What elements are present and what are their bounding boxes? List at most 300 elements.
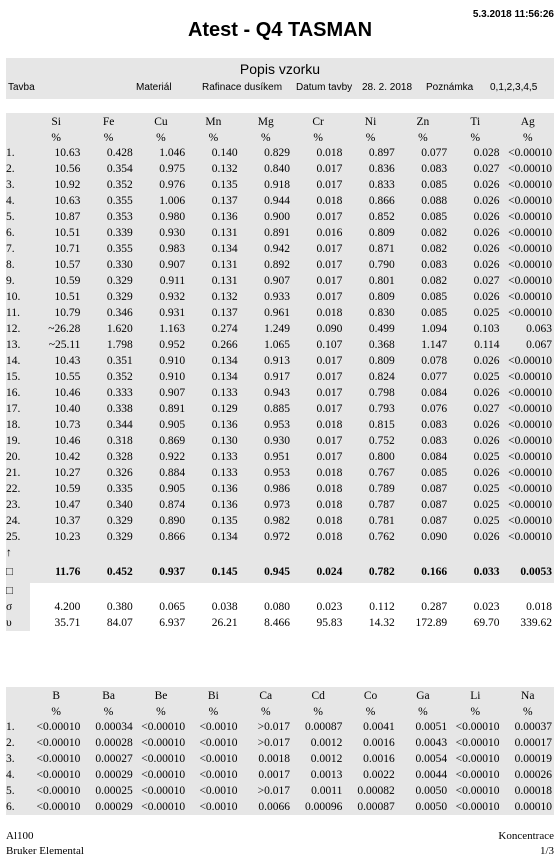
- value-cell: 0.133: [211, 451, 238, 463]
- value-cell: <0.00010: [455, 801, 500, 813]
- stat-cell: 84.07: [106, 617, 133, 629]
- value-cell: 0.932: [159, 291, 186, 303]
- value-cell: 0.922: [159, 451, 186, 463]
- value-cell: 0.136: [211, 211, 238, 223]
- row-label: 21.: [6, 467, 21, 479]
- stat-cell: 26.21: [211, 617, 238, 629]
- table-row: [6, 161, 554, 177]
- value-cell: 0.340: [106, 499, 133, 511]
- unit-header: %: [51, 706, 61, 718]
- table-row: [6, 369, 554, 385]
- value-cell: 0.0054: [415, 753, 448, 765]
- value-cell: <0.00010: [508, 275, 552, 287]
- element-header: Na: [521, 690, 535, 702]
- value-cell: 0.133: [211, 467, 238, 479]
- value-cell: 0.900: [264, 211, 290, 223]
- element-header: Ni: [364, 116, 377, 128]
- stat-cell: 172.89: [415, 617, 448, 629]
- value-cell: <0.00010: [508, 307, 552, 319]
- unit-header: %: [418, 132, 428, 144]
- value-cell: 0.917: [264, 371, 290, 383]
- stat-cell: 0.023: [316, 601, 343, 613]
- value-cell: 0.953: [264, 419, 290, 431]
- value-cell: 0.017: [316, 371, 343, 383]
- value-cell: <0.00010: [141, 753, 186, 765]
- value-cell: 0.829: [264, 147, 290, 159]
- value-cell: 10.56: [54, 163, 81, 175]
- value-cell: 0.025: [473, 451, 500, 463]
- value-cell: 0.346: [106, 307, 133, 319]
- value-cell: 0.028: [473, 147, 500, 159]
- value-cell: 0.134: [211, 371, 238, 383]
- value-cell: 0.136: [211, 483, 238, 495]
- value-cell: 0.0043: [415, 737, 448, 749]
- element-header: Cr: [312, 116, 324, 128]
- value-cell: 0.884: [159, 467, 186, 479]
- element-header: Mg: [257, 116, 274, 128]
- value-cell: 0.026: [473, 291, 500, 303]
- value-cell: 0.905: [159, 483, 186, 495]
- footer-company: Bruker Elemental: [6, 845, 84, 857]
- row-label: 16.: [6, 387, 21, 399]
- mean-label: □: [6, 566, 13, 578]
- value-cell: <0.00010: [508, 451, 552, 463]
- sample-info-title: Popis vzorku: [239, 61, 321, 77]
- value-cell: 0.976: [159, 179, 186, 191]
- value-cell: <0.00010: [508, 515, 552, 527]
- results-table-2: [6, 687, 554, 815]
- element-header: Bi: [207, 690, 219, 702]
- value-cell: 0.951: [264, 451, 290, 463]
- value-cell: 0.087: [421, 499, 448, 511]
- value-cell: 0.018: [316, 531, 343, 543]
- value-cell: 0.972: [264, 531, 290, 543]
- value-cell: 0.891: [264, 227, 290, 239]
- value-cell: 0.428: [106, 147, 133, 159]
- value-cell: 0.326: [106, 467, 133, 479]
- value-cell: 0.083: [421, 259, 448, 271]
- value-cell: 0.266: [211, 339, 238, 351]
- stat-cell: 6.937: [159, 617, 186, 629]
- value-cell: 0.135: [211, 179, 238, 191]
- row-label: 13.: [6, 339, 21, 351]
- stat-cell: 0.166: [421, 566, 448, 578]
- value-cell: 0.017: [316, 163, 343, 175]
- value-cell: 0.793: [368, 403, 395, 415]
- value-cell: 0.836: [368, 163, 395, 175]
- value-cell: 1.163: [159, 323, 186, 335]
- row-label: 20.: [6, 451, 21, 463]
- value-cell: 0.0018: [258, 753, 290, 765]
- value-cell: 0.00037: [514, 721, 552, 733]
- value-cell: <0.00010: [508, 179, 552, 191]
- row-label: 3.: [6, 753, 15, 765]
- value-cell: 0.018: [316, 147, 343, 159]
- value-cell: 0.076: [421, 403, 448, 415]
- value-cell: 0.018: [316, 419, 343, 431]
- value-cell: 10.47: [54, 499, 81, 511]
- value-cell: 0.00087: [304, 721, 343, 733]
- value-cell: 1.094: [421, 323, 448, 335]
- table-row: [6, 353, 554, 369]
- row-label: 18.: [6, 419, 21, 431]
- stat-cell: 0.380: [106, 601, 133, 613]
- element-header: Ba: [102, 690, 115, 702]
- value-cell: 0.025: [473, 483, 500, 495]
- value-cell: 0.351: [106, 355, 133, 367]
- table-row: [6, 799, 554, 815]
- value-cell: 10.37: [54, 515, 81, 527]
- upsilon-label: υ: [6, 615, 30, 631]
- value-cell: 0.913: [264, 355, 290, 367]
- table-row: [6, 497, 554, 513]
- value-cell: <0.00010: [508, 259, 552, 271]
- value-cell: 0.131: [211, 259, 238, 271]
- value-cell: 0.087: [421, 483, 448, 495]
- value-cell: <0.00010: [141, 721, 186, 733]
- table-row: [6, 751, 554, 767]
- value-cell: 0.017: [316, 275, 343, 287]
- value-cell: 0.063: [526, 323, 552, 335]
- tavba-label: Tavba: [8, 82, 35, 93]
- row-label: 1.: [6, 721, 15, 733]
- value-cell: 0.329: [106, 291, 133, 303]
- value-cell: 0.961: [264, 307, 290, 319]
- page-title: Atest - Q4 TASMAN: [187, 19, 373, 41]
- value-cell: 0.077: [421, 371, 448, 383]
- value-cell: 0.0066: [258, 801, 290, 813]
- value-cell: 10.51: [54, 291, 81, 303]
- element-header: Zn: [416, 116, 430, 128]
- sample-info-panel: [6, 58, 554, 99]
- value-cell: 0.082: [421, 227, 448, 239]
- value-cell: <0.00010: [508, 467, 552, 479]
- value-cell: 0.333: [106, 387, 133, 399]
- value-cell: 0.354: [106, 163, 133, 175]
- value-cell: <0.00010: [455, 785, 500, 797]
- stat-cell: 69.70: [473, 617, 500, 629]
- value-cell: <0.00010: [508, 243, 552, 255]
- value-cell: 10.79: [54, 307, 81, 319]
- value-cell: 0.973: [264, 499, 290, 511]
- poznamka-label: Poznámka: [426, 82, 474, 93]
- value-cell: 0.0041: [363, 721, 395, 733]
- row-label: 23.: [6, 499, 21, 511]
- value-cell: 10.87: [54, 211, 81, 223]
- value-cell: 0.871: [368, 243, 395, 255]
- value-cell: >0.017: [257, 737, 290, 749]
- value-cell: 0.318: [106, 435, 133, 447]
- unit-header: %: [103, 132, 114, 144]
- value-cell: 0.025: [473, 307, 500, 319]
- value-cell: 0.018: [316, 307, 343, 319]
- element-header: Co: [363, 690, 378, 702]
- unit-header: %: [156, 706, 166, 718]
- sigma-label: σ: [6, 599, 30, 615]
- row-label: 5.: [6, 211, 15, 223]
- value-cell: 0.017: [316, 211, 343, 223]
- value-cell: 0.025: [473, 499, 500, 511]
- value-cell: <0.0010: [199, 721, 238, 733]
- value-cell: 0.0012: [310, 737, 343, 749]
- row-label: 8.: [6, 259, 15, 271]
- value-cell: 10.46: [54, 387, 81, 399]
- value-cell: 0.0012: [310, 753, 343, 765]
- element-header: Be: [154, 690, 168, 702]
- value-cell: 10.46: [54, 435, 81, 447]
- value-cell: 0.017: [316, 259, 343, 271]
- value-cell: 0.132: [211, 163, 238, 175]
- table-row: [6, 193, 554, 209]
- value-cell: 10.59: [54, 275, 81, 287]
- unit-header: %: [260, 132, 271, 144]
- stat-cell: 0.080: [264, 601, 290, 613]
- value-cell: 1.046: [159, 147, 186, 159]
- table-row: [6, 321, 554, 337]
- value-cell: <0.00010: [508, 195, 552, 207]
- value-cell: <0.00010: [508, 387, 552, 399]
- value-cell: 0.953: [264, 467, 290, 479]
- value-cell: 1.065: [264, 339, 290, 351]
- value-cell: <0.00010: [36, 721, 81, 733]
- stat-cell: 0.023: [473, 601, 500, 613]
- value-cell: 0.885: [264, 403, 290, 415]
- value-cell: 10.63: [54, 147, 81, 159]
- unit-header: %: [365, 706, 376, 718]
- value-cell: 0.084: [421, 387, 448, 399]
- stat-cell: 0.0053: [520, 566, 552, 578]
- value-cell: <0.00010: [36, 753, 81, 765]
- value-cell: 10.92: [54, 179, 81, 191]
- value-cell: 0.026: [473, 467, 500, 479]
- value-cell: <0.00010: [508, 483, 552, 495]
- row-label: 2.: [6, 737, 15, 749]
- row-label: 2.: [6, 163, 15, 175]
- value-cell: 0.910: [159, 355, 186, 367]
- table-row: [6, 513, 554, 529]
- value-cell: 0.840: [264, 163, 290, 175]
- value-cell: <0.00010: [36, 801, 81, 813]
- value-cell: 0.800: [368, 451, 395, 463]
- table-row: [6, 417, 554, 433]
- value-cell: 0.866: [159, 531, 186, 543]
- value-cell: <0.00010: [508, 163, 552, 175]
- value-cell: 0.0022: [363, 769, 395, 781]
- stat-cell: 35.71: [54, 617, 81, 629]
- element-header: Ag: [520, 116, 535, 128]
- stat-cell: 0.024: [316, 566, 343, 578]
- value-cell: ~25.11: [48, 339, 81, 351]
- value-cell: 0.335: [106, 483, 133, 495]
- value-cell: 0.274: [211, 323, 238, 335]
- table-row: [6, 145, 554, 161]
- stat-cell: 0.937: [159, 566, 186, 578]
- value-cell: 0.0016: [363, 737, 395, 749]
- value-cell: 0.930: [159, 227, 186, 239]
- value-cell: 0.00029: [95, 801, 133, 813]
- value-cell: 0.136: [211, 419, 238, 431]
- poznamka-value: 0,1,2,3,4,5: [490, 82, 538, 93]
- stat-cell: 0.065: [159, 601, 186, 613]
- value-cell: 0.752: [368, 435, 395, 447]
- value-cell: 0.00028: [95, 737, 133, 749]
- value-cell: 0.026: [473, 387, 500, 399]
- stat-cell: 11.76: [55, 566, 81, 578]
- value-cell: 0.330: [106, 259, 133, 271]
- stat-cell: 0.782: [368, 566, 395, 578]
- value-cell: 0.910: [159, 371, 186, 383]
- value-cell: 1.249: [264, 323, 290, 335]
- element-header: Mn: [205, 116, 222, 128]
- value-cell: 0.344: [106, 419, 133, 431]
- value-cell: <0.00010: [455, 721, 500, 733]
- value-cell: 0.918: [264, 179, 290, 191]
- stat-cell: 0.112: [369, 601, 395, 613]
- value-cell: 1.620: [106, 323, 133, 335]
- value-cell: 10.42: [54, 451, 81, 463]
- value-cell: 0.944: [264, 195, 290, 207]
- unit-header: %: [470, 132, 481, 144]
- value-cell: 0.027: [473, 275, 500, 287]
- value-cell: 0.866: [368, 195, 395, 207]
- value-cell: 0.137: [211, 195, 238, 207]
- value-cell: 0.026: [473, 259, 500, 271]
- value-cell: 0.00087: [357, 801, 395, 813]
- value-cell: 0.017: [316, 179, 343, 191]
- value-cell: 0.787: [368, 499, 395, 511]
- timestamp: 5.3.2018 11:56:26: [472, 9, 554, 20]
- results-table-1: [6, 113, 554, 631]
- row-label: 19.: [6, 435, 21, 447]
- value-cell: 0.890: [159, 515, 186, 527]
- value-cell: 0.852: [368, 211, 395, 223]
- value-cell: <0.00010: [508, 371, 552, 383]
- value-cell: 0.088: [421, 195, 448, 207]
- value-cell: 0.085: [421, 211, 448, 223]
- unit-header: %: [51, 132, 61, 144]
- value-cell: <0.00010: [508, 211, 552, 223]
- value-cell: 0.107: [316, 339, 343, 351]
- table-row: [6, 305, 554, 321]
- table-row: [6, 481, 554, 497]
- value-cell: <0.0010: [199, 769, 238, 781]
- stat-cell: 339.62: [520, 617, 552, 629]
- value-cell: 0.026: [473, 355, 500, 367]
- value-cell: >0.017: [257, 785, 290, 797]
- value-cell: 0.077: [421, 147, 448, 159]
- value-cell: 10.40: [54, 403, 81, 415]
- value-cell: 0.762: [368, 531, 395, 543]
- unit-header: %: [522, 706, 533, 718]
- stat-cell: 0.033: [473, 566, 500, 578]
- value-cell: 0.833: [368, 179, 395, 191]
- row-label: 25.: [6, 531, 21, 543]
- value-cell: 0.339: [106, 227, 133, 239]
- stat-cell: 0.452: [106, 566, 133, 578]
- value-cell: 0.134: [211, 355, 238, 367]
- value-cell: 0.355: [106, 243, 133, 255]
- value-cell: 10.59: [54, 483, 81, 495]
- value-cell: 0.027: [473, 163, 500, 175]
- value-cell: 0.085: [421, 307, 448, 319]
- table-row: [6, 465, 554, 481]
- value-cell: 0.789: [368, 483, 395, 495]
- value-cell: 0.781: [368, 515, 395, 527]
- value-cell: 0.874: [159, 499, 186, 511]
- value-cell: <0.0010: [199, 737, 238, 749]
- value-cell: 0.131: [211, 275, 238, 287]
- value-cell: <0.00010: [141, 769, 186, 781]
- unit-header: %: [418, 706, 428, 718]
- value-cell: <0.00010: [508, 499, 552, 511]
- value-cell: 0.131: [211, 227, 238, 239]
- row-label: 17.: [6, 403, 21, 415]
- table-row: [6, 385, 554, 401]
- table-row: [6, 529, 554, 545]
- unit-header: %: [208, 706, 219, 718]
- table-row: [6, 209, 554, 225]
- value-cell: 0.017: [316, 387, 343, 399]
- element-header: B: [52, 690, 61, 702]
- value-cell: 0.911: [159, 275, 186, 287]
- value-cell: >0.017: [257, 721, 290, 733]
- value-cell: 0.0050: [415, 801, 448, 813]
- unit-header: %: [313, 132, 323, 144]
- value-cell: <0.00010: [508, 435, 552, 447]
- value-cell: 0.00029: [95, 769, 133, 781]
- value-cell: 0.017: [316, 291, 343, 303]
- table-row: [6, 257, 554, 273]
- footer-program: Al100: [6, 830, 34, 842]
- value-cell: 0.0013: [310, 769, 343, 781]
- value-cell: <0.00010: [508, 291, 552, 303]
- value-cell: 0.083: [421, 163, 448, 175]
- row-label: 4.: [6, 769, 15, 781]
- value-cell: <0.00010: [508, 419, 552, 431]
- value-cell: 0.137: [211, 307, 238, 319]
- value-cell: 0.942: [264, 243, 290, 255]
- value-cell: 0.905: [159, 419, 186, 431]
- value-cell: 0.114: [474, 339, 500, 351]
- value-cell: 0.018: [316, 483, 343, 495]
- value-cell: 0.869: [159, 435, 186, 447]
- value-cell: 0.352: [106, 179, 133, 191]
- value-cell: <0.00010: [455, 753, 500, 765]
- table-row: [6, 337, 554, 353]
- value-cell: 0.025: [473, 515, 500, 527]
- value-cell: <0.00010: [36, 785, 81, 797]
- table-row: [6, 289, 554, 305]
- table-row: [6, 783, 554, 799]
- value-cell: 0.016: [316, 227, 343, 239]
- value-cell: 0.983: [159, 243, 186, 255]
- value-cell: <0.0010: [199, 753, 238, 765]
- value-cell: 0.907: [159, 387, 186, 399]
- element-header: Cu: [154, 116, 168, 128]
- row-label: 6.: [6, 227, 15, 239]
- unit-header: %: [365, 132, 376, 144]
- row-label: 4.: [6, 195, 15, 207]
- value-cell: 0.0050: [415, 785, 448, 797]
- element-header: Si: [51, 116, 61, 128]
- table-row: [6, 449, 554, 465]
- value-cell: 0.933: [264, 291, 290, 303]
- value-cell: 0.026: [473, 243, 500, 255]
- value-cell: 0.084: [421, 451, 448, 463]
- value-cell: 1.147: [421, 339, 448, 351]
- table-row: [6, 273, 554, 289]
- value-cell: ~26.28: [48, 323, 81, 335]
